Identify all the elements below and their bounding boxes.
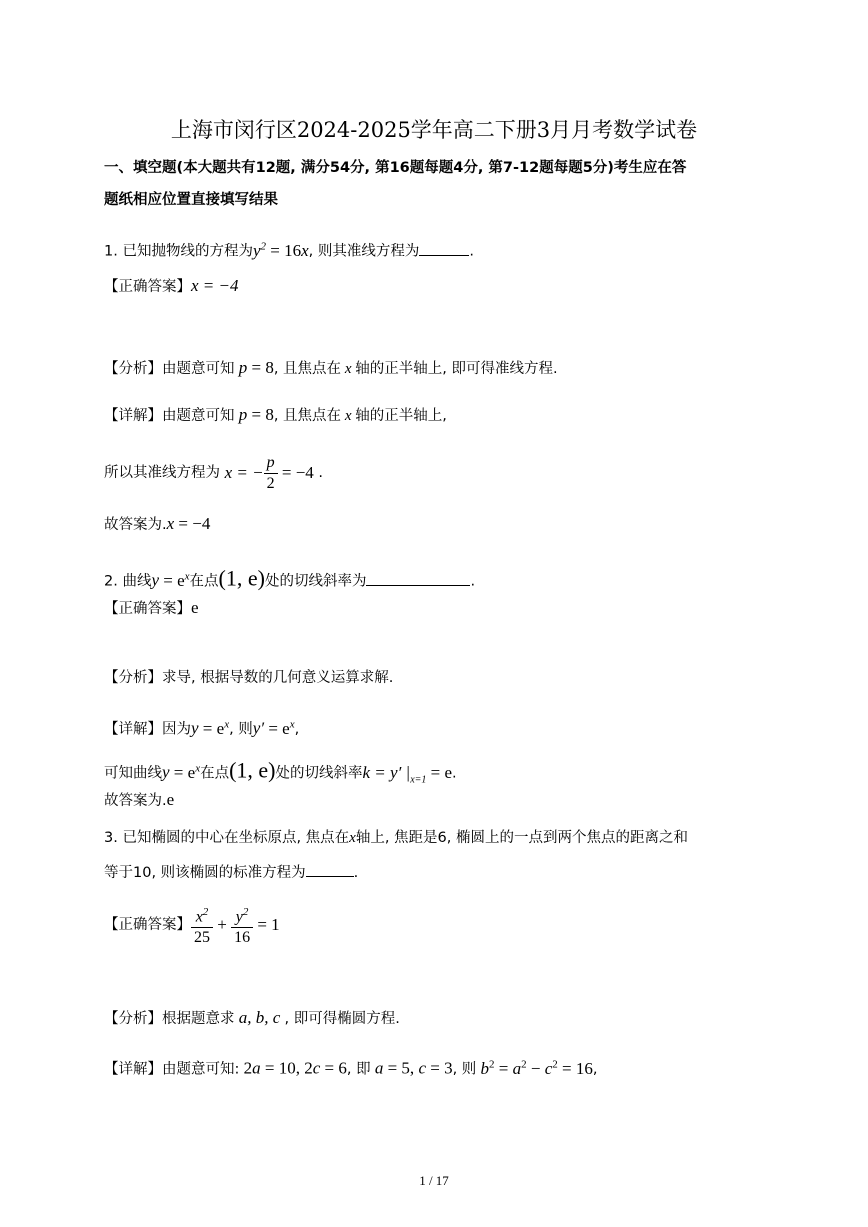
q2-answer: 【正确答案】e [104,598,199,617]
page-number: 1 / 17 [419,1173,449,1188]
q1-final: 故答案为.x = −4 [104,514,211,533]
section-heading-line1: 一、填空题(本大题共有12题, 满分54分, 第16题每题4分, 第7-12题每题5分)考生应在答 [104,160,687,176]
fraction-p-over-2: $\frac{p}{2}$ [264,453,278,494]
q3-question-line2: 等于10, 则该椭圆的标准方程为 . [104,862,358,883]
q1-directrix-line: 所以其准线方程为 x = − $\frac{p}{2}$ = −4 . [104,453,324,492]
page-title: 上海市闵行区2024-2025学年高二下册3月月考数学试卷 [170,118,698,142]
answer-blank [366,571,470,586]
q2-slope-line: 可知曲线$y = e^x$在点(1, e)处的切线斜率k = y′ $|_{x=1} = e$. [104,757,457,786]
q3-analysis: 【分析】根据题意求 a, b, c , 即可得椭圆方程. [104,1008,400,1027]
q1-detail: 【详解】由题意可知 p = 8, 且焦点在 x 轴的正半轴上, [104,405,447,424]
q1-question: 1. 已知抛物线的方程为$y^2 = 16x$, 则其准线方程为 . [104,240,474,260]
q3-answer: 【正确答案】 $\frac{x^2}{25}$ + $\frac{y^2}{16}$ = 1 [104,902,280,948]
answer-blank [419,241,469,256]
fraction-y2-16: $\frac{y^2}{16}$ [231,902,253,948]
q3-detail: 【详解】由题意可知: 2a = 10, 2c = 6, 即 a = 5, c = 3, 则 $b^2 = a^2 - c^2 = 16$, [104,1058,598,1078]
q1-analysis: 【分析】由题意可知 p = 8, 且焦点在 x 轴的正半轴上, 即可得准线方程. [104,358,558,377]
q2-question: 2. 曲线$y = e^x$在点(1, e)处的切线斜率为 . [104,565,476,591]
q2-final: 故答案为.e [104,790,175,809]
fraction-x2-25: $\frac{x^2}{25}$ [191,902,213,948]
q3-question-line1: 3. 已知椭圆的中心在坐标原点, 焦点在x轴上, 焦距是6, 椭圆上的一点到两个焦点的距离之和 [104,830,689,846]
section-heading-line2: 题纸相应位置直接填写结果 [104,192,278,208]
q2-detail: 【详解】因为$y = e^x$, 则$y' = e^x$, [104,718,300,738]
answer-blank [306,862,354,877]
q1-answer: 【正确答案】x = −4 [104,276,239,295]
q1-equation: $y^2 = 16x$ [252,240,309,260]
q2-analysis: 【分析】求导, 根据导数的几何意义运算求解. [104,670,394,686]
